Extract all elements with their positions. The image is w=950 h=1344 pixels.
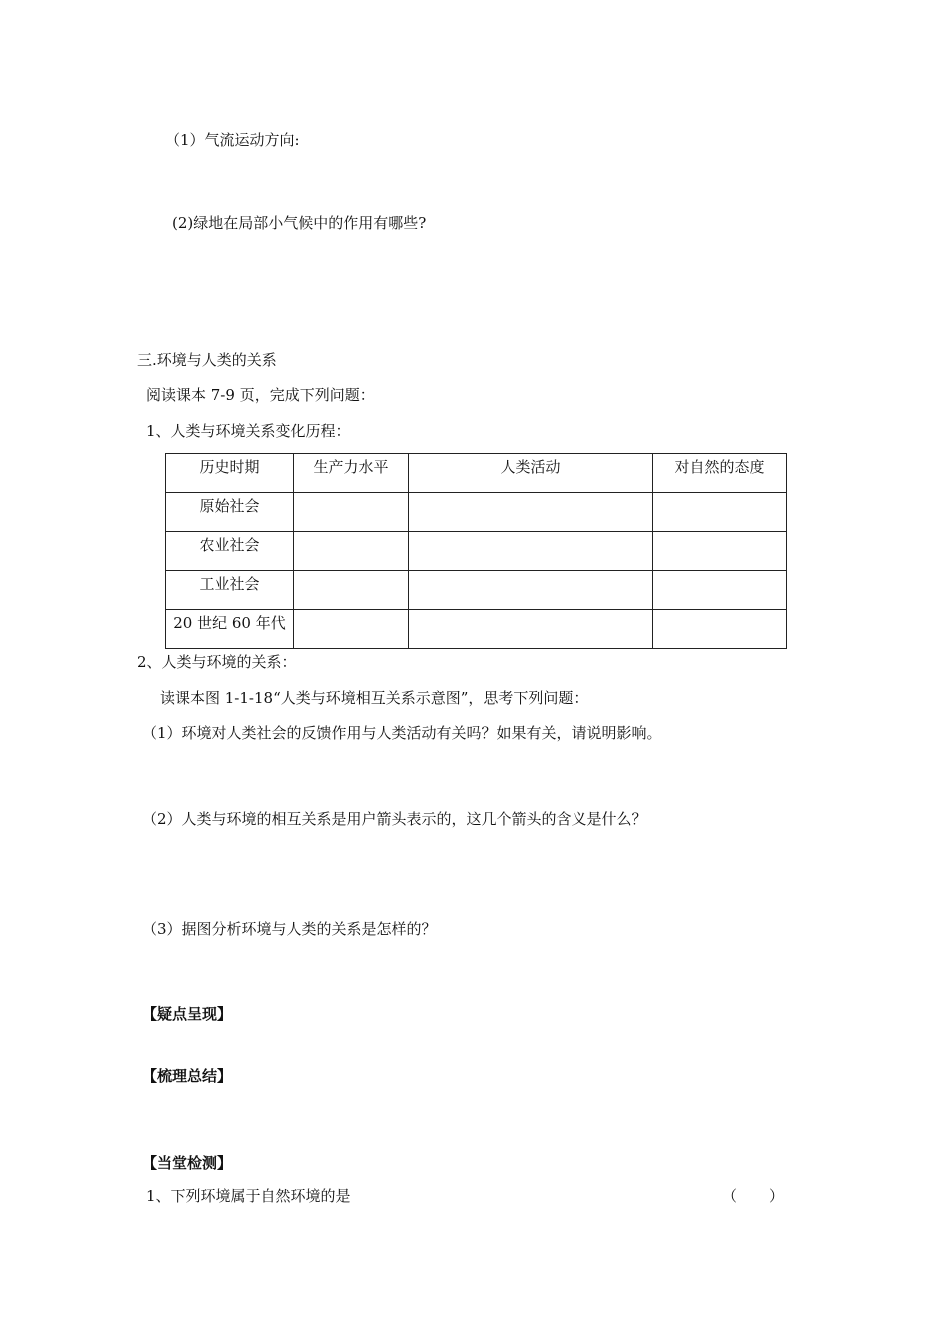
cell-period: 原始社会 [166,493,294,532]
cell-productivity[interactable] [294,493,409,532]
cell-attitude[interactable] [653,493,787,532]
cell-activity[interactable] [409,571,653,610]
answer-paren-close: ） [768,1187,784,1205]
history-table [165,453,787,649]
cell-productivity[interactable] [294,610,409,649]
cell-period: 20 世纪 60 年代 [166,610,294,649]
cell-productivity[interactable] [294,532,409,571]
cell-attitude[interactable] [653,610,787,649]
cell-period: 农业社会 [166,532,294,571]
cell-period: 工业社会 [166,571,294,610]
question-1-feedback: （1）环境对人类社会的反馈作用与人类活动有关吗？如果有关，请说明影响。 [142,724,662,742]
heading-check: 【当堂检测】 [142,1154,233,1172]
question-airflow-direction: （1）气流运动方向: [165,131,300,149]
header-productivity: 生产力水平 [294,454,409,493]
cell-productivity[interactable] [294,571,409,610]
heading-doubts: 【疑点呈现】 [142,1005,233,1023]
header-attitude: 对自然的态度 [653,454,787,493]
cell-attitude[interactable] [653,571,787,610]
figure-instruction: 读课本图 1-1-18“人类与环境相互关系示意图”，思考下列问题： [160,689,589,707]
cell-attitude[interactable] [653,532,787,571]
table-row [166,532,787,571]
heading-summary: 【梳理总结】 [142,1067,233,1085]
header-period: 历史时期 [166,454,294,493]
cell-activity[interactable] [409,610,653,649]
answer-paren-open: （ [722,1187,738,1205]
cell-activity[interactable] [409,493,653,532]
question-2-arrows: （2）人类与环境的相互关系是用户箭头表示的，这几个箭头的含义是什么？ [142,810,647,828]
table-row [166,610,787,649]
item1-title: 1、人类与环境关系变化历程： [146,422,351,440]
reading-instruction: 阅读课本 7-9 页，完成下列问题： [146,386,375,404]
question-greenland-role: (2)绿地在局部小气候中的作用有哪些? [172,214,427,232]
header-activity: 人类活动 [409,454,653,493]
table-row [166,571,787,610]
table-row [166,493,787,532]
section-title-environment-human: 三.环境与人类的关系 [137,351,277,369]
table-header-row [166,454,787,493]
answer-blank[interactable] [722,1186,784,1206]
cell-activity[interactable] [409,532,653,571]
check-question-1: 1、下列环境属于自然环境的是 [146,1187,351,1205]
question-3-relationship: （3）据图分析环境与人类的关系是怎样的？ [142,920,437,938]
item2-title: 2、人类与环境的关系： [137,653,297,671]
